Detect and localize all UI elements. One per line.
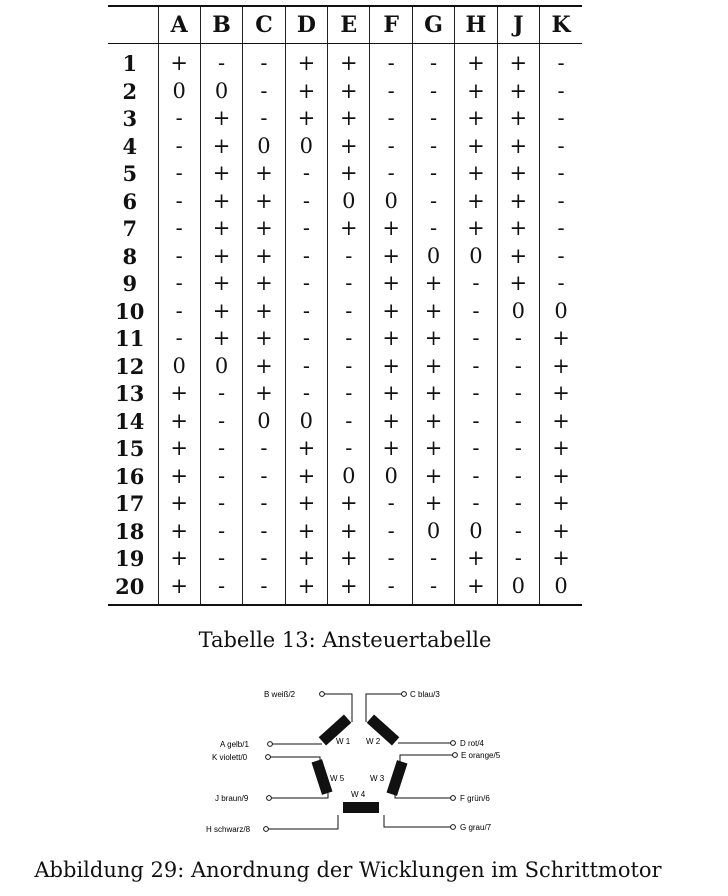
table-cell: - bbox=[540, 215, 582, 243]
table-cell: + bbox=[370, 408, 412, 436]
table-cell: - bbox=[243, 490, 285, 518]
table-cell: - bbox=[455, 325, 497, 353]
table-cell: - bbox=[328, 243, 370, 271]
table-cell: 0 bbox=[412, 243, 454, 271]
table-cell: + bbox=[243, 325, 285, 353]
table-cell: - bbox=[285, 325, 327, 353]
table-cell: - bbox=[455, 490, 497, 518]
table-cell: - bbox=[285, 270, 327, 298]
header-col-b: B bbox=[200, 6, 242, 44]
table-cell: - bbox=[412, 215, 454, 243]
row-number: 1 bbox=[122, 51, 138, 76]
table-cell: - bbox=[328, 408, 370, 436]
figure-caption: Abbildung 29: Anordnung der Wicklungen im Schrittmotor bbox=[34, 858, 662, 882]
table-cell: + bbox=[455, 188, 497, 216]
terminal-f-label: F grün/6 bbox=[460, 794, 490, 803]
winding-w4-coil bbox=[343, 802, 379, 813]
table-cell: - bbox=[540, 160, 582, 188]
table-cell: + bbox=[412, 408, 454, 436]
table-cell: - bbox=[412, 188, 454, 216]
table-cell: - bbox=[243, 573, 285, 606]
terminal-c-pin bbox=[402, 692, 407, 697]
table-cell: - bbox=[243, 463, 285, 491]
terminal-c-label: C blau/3 bbox=[410, 690, 440, 699]
table-cell: + bbox=[412, 463, 454, 491]
table-cell: - bbox=[540, 105, 582, 133]
table-cell: - bbox=[285, 243, 327, 271]
table-cell: - bbox=[158, 270, 200, 298]
table-cell: - bbox=[540, 133, 582, 161]
table-cell: + bbox=[243, 353, 285, 381]
terminal-a-pin bbox=[268, 742, 273, 747]
table-cell: - bbox=[285, 160, 327, 188]
table-cell: + bbox=[370, 435, 412, 463]
table-cell: + bbox=[285, 44, 327, 78]
table-cell: - bbox=[455, 408, 497, 436]
header-col-k: K bbox=[540, 6, 582, 44]
table-cell: + bbox=[540, 463, 582, 491]
table-cell: + bbox=[158, 44, 200, 78]
table-cell: - bbox=[200, 463, 242, 491]
terminal-k-pin bbox=[266, 755, 271, 760]
table-cell: - bbox=[285, 353, 327, 381]
row-number: 17 bbox=[115, 491, 145, 516]
table-cell: 0 bbox=[243, 408, 285, 436]
table-cell: + bbox=[370, 215, 412, 243]
table-cell: + bbox=[497, 243, 539, 271]
table-cell: + bbox=[200, 105, 242, 133]
table-cell: + bbox=[497, 78, 539, 106]
table-cell: + bbox=[285, 463, 327, 491]
table-cell: + bbox=[200, 298, 242, 326]
table-cell: + bbox=[455, 105, 497, 133]
table-cell: - bbox=[497, 380, 539, 408]
winding-w5-label: W 5 bbox=[330, 774, 345, 783]
table-cell: 0 bbox=[328, 463, 370, 491]
table-cell: + bbox=[328, 105, 370, 133]
table-cell: - bbox=[412, 44, 454, 78]
table-cell: - bbox=[200, 518, 242, 546]
table-cell: - bbox=[328, 298, 370, 326]
table-cell: - bbox=[243, 545, 285, 573]
table-cell: - bbox=[243, 44, 285, 78]
table-cell: - bbox=[540, 44, 582, 78]
header-col-c: C bbox=[243, 6, 285, 44]
table-cell: + bbox=[285, 105, 327, 133]
table-cell: + bbox=[285, 435, 327, 463]
table-cell: - bbox=[370, 105, 412, 133]
table-cell: + bbox=[328, 78, 370, 106]
winding-w3-coil bbox=[387, 760, 408, 796]
table-cell: - bbox=[370, 44, 412, 78]
table-cell: 0 bbox=[328, 188, 370, 216]
winding-w4-label: W 4 bbox=[351, 790, 366, 799]
row-number: 4 bbox=[122, 133, 138, 159]
table-cell: - bbox=[285, 188, 327, 216]
table-cell: 0 bbox=[540, 298, 582, 326]
table-cell: + bbox=[285, 573, 327, 606]
table-caption: Tabelle 13: Ansteuertabelle bbox=[198, 628, 492, 652]
table-cell: + bbox=[455, 573, 497, 606]
table-cell: - bbox=[158, 188, 200, 216]
table-cell: - bbox=[497, 408, 539, 436]
table-cell: 0 bbox=[540, 573, 582, 606]
table-cell: + bbox=[243, 380, 285, 408]
table-cell: + bbox=[243, 298, 285, 326]
row-number: 3 bbox=[122, 106, 138, 131]
table-cell: - bbox=[455, 435, 497, 463]
table-cell: 0 bbox=[200, 353, 242, 381]
table-cell: + bbox=[412, 435, 454, 463]
table-cell: + bbox=[328, 44, 370, 78]
table-cell: + bbox=[370, 243, 412, 271]
terminal-h-pin bbox=[264, 827, 269, 832]
table-cell: - bbox=[412, 105, 454, 133]
table-cell: - bbox=[497, 545, 539, 573]
table-cell: - bbox=[285, 215, 327, 243]
terminal-b-label: B weiß/2 bbox=[264, 690, 296, 699]
row-number: 5 bbox=[122, 161, 138, 186]
table-cell: 0 bbox=[158, 353, 200, 381]
table-cell: - bbox=[497, 325, 539, 353]
table-cell: - bbox=[540, 188, 582, 216]
table-cell: - bbox=[497, 518, 539, 546]
table-cell: - bbox=[370, 518, 412, 546]
table-cell: + bbox=[243, 160, 285, 188]
table-cell: + bbox=[328, 133, 370, 161]
table-cell: 0 bbox=[285, 133, 327, 161]
table-cell: 0 bbox=[200, 78, 242, 106]
header-col-f: F bbox=[370, 6, 412, 44]
table-cell: - bbox=[540, 243, 582, 271]
table-cell: - bbox=[455, 298, 497, 326]
header-col-d: D bbox=[285, 6, 327, 44]
table-cell: + bbox=[158, 380, 200, 408]
table-cell: + bbox=[200, 325, 242, 353]
header-col-e: E bbox=[328, 6, 370, 44]
table-cell: - bbox=[412, 78, 454, 106]
terminal-g-label: G grau/7 bbox=[460, 823, 492, 832]
table-cell: - bbox=[158, 133, 200, 161]
table-cell: + bbox=[328, 573, 370, 606]
table-cell: + bbox=[285, 545, 327, 573]
table-cell: + bbox=[497, 188, 539, 216]
table-cell: 0 bbox=[370, 463, 412, 491]
header-col-j: J bbox=[497, 6, 539, 44]
table-cell: - bbox=[540, 270, 582, 298]
header-col-a: A bbox=[158, 6, 200, 44]
row-number: 13 bbox=[115, 381, 145, 406]
table-cell: - bbox=[370, 545, 412, 573]
table-cell: + bbox=[540, 325, 582, 353]
table-cell: + bbox=[497, 270, 539, 298]
table-cell: - bbox=[497, 463, 539, 491]
table-cell: 0 bbox=[243, 133, 285, 161]
table-cell: + bbox=[370, 298, 412, 326]
table-cell: + bbox=[243, 243, 285, 271]
table-cell: + bbox=[158, 545, 200, 573]
table-cell: - bbox=[412, 573, 454, 606]
table-cell: + bbox=[328, 490, 370, 518]
table-cell: - bbox=[455, 463, 497, 491]
table-cell: - bbox=[455, 380, 497, 408]
table-cell: - bbox=[497, 435, 539, 463]
table-cell: - bbox=[370, 490, 412, 518]
row-number: 20 bbox=[108, 573, 158, 606]
table-cell: + bbox=[158, 435, 200, 463]
row-number: 12 bbox=[115, 353, 145, 379]
table-cell: 0 bbox=[158, 78, 200, 106]
row-number: 14 bbox=[115, 408, 145, 434]
table-cell: - bbox=[243, 105, 285, 133]
table-cell: - bbox=[285, 380, 327, 408]
table-cell: + bbox=[412, 270, 454, 298]
terminal-j-label: J braun/9 bbox=[215, 794, 249, 803]
table-cell: - bbox=[455, 270, 497, 298]
terminal-a-label: A gelb/1 bbox=[220, 740, 249, 749]
header-col-g: G bbox=[412, 6, 454, 44]
table-cell: - bbox=[200, 44, 242, 78]
row-number: 11 bbox=[115, 326, 145, 351]
terminal-d-pin bbox=[451, 741, 456, 746]
table-cell: + bbox=[243, 188, 285, 216]
table-cell: + bbox=[158, 518, 200, 546]
table-cell: - bbox=[412, 133, 454, 161]
table-cell: + bbox=[497, 215, 539, 243]
table-cell: - bbox=[200, 380, 242, 408]
table-cell: - bbox=[455, 353, 497, 381]
terminal-j-pin bbox=[267, 796, 272, 801]
table-cell: + bbox=[328, 545, 370, 573]
table-cell: + bbox=[497, 105, 539, 133]
row-number: 6 bbox=[122, 188, 138, 214]
table-cell: + bbox=[200, 270, 242, 298]
table-cell: - bbox=[328, 435, 370, 463]
table-cell: + bbox=[285, 490, 327, 518]
table-cell: - bbox=[497, 353, 539, 381]
table-cell: + bbox=[497, 133, 539, 161]
table-cell: - bbox=[200, 545, 242, 573]
table-cell: - bbox=[243, 518, 285, 546]
table-cell: - bbox=[158, 298, 200, 326]
table-cell: + bbox=[158, 573, 200, 606]
row-number: 18 bbox=[115, 518, 145, 544]
row-number: 2 bbox=[122, 78, 138, 104]
terminal-f-pin bbox=[451, 796, 456, 801]
table-cell: + bbox=[243, 270, 285, 298]
table-cell: + bbox=[412, 490, 454, 518]
table-cell: + bbox=[497, 44, 539, 78]
table-cell: - bbox=[370, 78, 412, 106]
row-number: 9 bbox=[122, 271, 138, 296]
terminal-k-label: K violett/0 bbox=[212, 753, 248, 762]
table-cell: - bbox=[328, 353, 370, 381]
table-cell: - bbox=[158, 215, 200, 243]
table-cell: - bbox=[158, 325, 200, 353]
table-cell: - bbox=[243, 435, 285, 463]
table-cell: - bbox=[328, 270, 370, 298]
table-cell: - bbox=[200, 408, 242, 436]
table-cell: 0 bbox=[455, 243, 497, 271]
winding-w3-label: W 3 bbox=[370, 774, 385, 783]
table-cell: + bbox=[370, 270, 412, 298]
table-cell: 0 bbox=[285, 408, 327, 436]
terminal-b-pin bbox=[320, 692, 325, 697]
table-cell: + bbox=[455, 44, 497, 78]
table-cell: + bbox=[455, 160, 497, 188]
table-cell: - bbox=[200, 573, 242, 606]
table-cell: + bbox=[200, 188, 242, 216]
table-cell: + bbox=[200, 133, 242, 161]
table-cell: - bbox=[370, 160, 412, 188]
table-cell: + bbox=[540, 490, 582, 518]
terminal-h-label: H schwarz/8 bbox=[206, 825, 251, 834]
table-cell: - bbox=[158, 160, 200, 188]
terminal-g-pin bbox=[451, 825, 456, 830]
table-cell: - bbox=[540, 78, 582, 106]
table-cell: + bbox=[540, 435, 582, 463]
winding-w1-label: W 1 bbox=[336, 737, 351, 746]
row-number: 10 bbox=[115, 298, 145, 324]
table-cell: + bbox=[540, 353, 582, 381]
terminal-e-label: E orange/5 bbox=[461, 751, 501, 760]
table-cell: - bbox=[497, 490, 539, 518]
table-cell: + bbox=[455, 545, 497, 573]
terminal-e-pin bbox=[453, 753, 458, 758]
table-cell: + bbox=[412, 380, 454, 408]
table-cell: - bbox=[158, 243, 200, 271]
row-number: 8 bbox=[122, 243, 138, 269]
row-number: 7 bbox=[122, 216, 138, 241]
table-cell: + bbox=[412, 298, 454, 326]
table-cell: + bbox=[540, 518, 582, 546]
table-cell: 0 bbox=[497, 298, 539, 326]
table-cell: + bbox=[455, 133, 497, 161]
table-cell: + bbox=[412, 325, 454, 353]
table-cell: + bbox=[243, 215, 285, 243]
table-cell: + bbox=[200, 160, 242, 188]
table-cell: + bbox=[328, 518, 370, 546]
header-col-h: H bbox=[455, 6, 497, 44]
table-cell: + bbox=[328, 160, 370, 188]
table-cell: + bbox=[200, 243, 242, 271]
table-cell: + bbox=[200, 215, 242, 243]
table-cell: + bbox=[497, 160, 539, 188]
table-cell: + bbox=[455, 78, 497, 106]
table-cell: - bbox=[328, 325, 370, 353]
table-cell: + bbox=[370, 353, 412, 381]
table-cell: + bbox=[540, 380, 582, 408]
table-cell: 0 bbox=[370, 188, 412, 216]
table-cell: + bbox=[158, 463, 200, 491]
table-cell: - bbox=[370, 573, 412, 606]
table-cell: + bbox=[540, 545, 582, 573]
table-cell: + bbox=[285, 518, 327, 546]
table-cell: + bbox=[158, 408, 200, 436]
table-cell: + bbox=[455, 215, 497, 243]
table-cell: 0 bbox=[497, 573, 539, 606]
table-cell: - bbox=[328, 380, 370, 408]
table-cell: - bbox=[412, 545, 454, 573]
table-cell: - bbox=[158, 105, 200, 133]
table-cell: 0 bbox=[412, 518, 454, 546]
table-cell: 0 bbox=[455, 518, 497, 546]
table-cell: - bbox=[200, 435, 242, 463]
table-cell: - bbox=[285, 298, 327, 326]
row-number: 19 bbox=[115, 546, 145, 571]
table-cell: - bbox=[370, 133, 412, 161]
row-number: 16 bbox=[115, 463, 145, 489]
table-cell: + bbox=[285, 78, 327, 106]
winding-w2-label: W 2 bbox=[366, 737, 381, 746]
table-cell: + bbox=[158, 490, 200, 518]
table-cell: + bbox=[370, 380, 412, 408]
table-cell: + bbox=[328, 215, 370, 243]
table-cell: + bbox=[370, 325, 412, 353]
row-number: 15 bbox=[115, 436, 145, 461]
table-cell: - bbox=[412, 160, 454, 188]
table-cell: + bbox=[540, 408, 582, 436]
terminal-d-label: D rot/4 bbox=[460, 739, 485, 748]
table-cell: - bbox=[200, 490, 242, 518]
table-cell: + bbox=[412, 353, 454, 381]
table-cell: - bbox=[243, 78, 285, 106]
